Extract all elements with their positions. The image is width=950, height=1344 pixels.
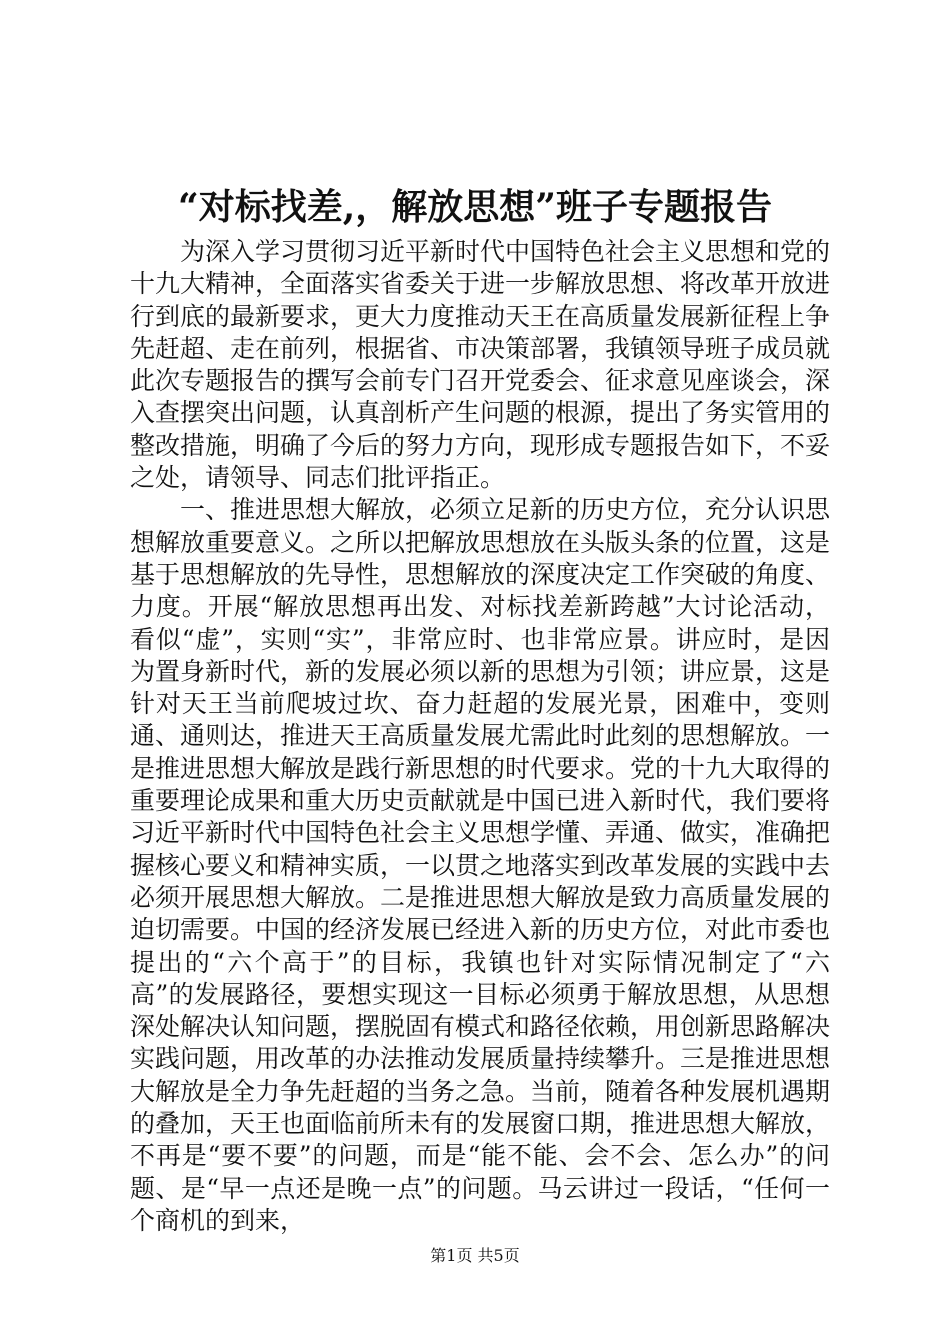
document-body (130, 236, 830, 1237)
page-footer: 第1页 共5页 (430, 1246, 520, 1265)
paragraph-section-one: 一、推进思想大解放，必须立足新的历史方位，充分认识思想解放重要意义。之所以把解放思想放在头版头条的位置，这是基于思想解放的先导性，思想解放的深度决定工作突破的角度、力度。开展“解放思想再出发、对标找差新跨越”大讨论活动，看似“虚”，实则“实”，非常应时、也非常应景。讲应时，是因为置身新时代，新的发展必须以新的思想为引领；讲应景，这是针对天王当前爬坡过坎、奋力赶超的发展光景，困难中，变则通、通则达，推进天王高质量发展尤需此时此刻的思想解放。一是推进思想大解放是践行新思想的时代要求。党的十九大取得的重要理论成果和重大历史贡献就是中国已进入新时代，我们要将习近平新时代中国特色社会主义思想学懂、弄通、做实，准确把握核心要义和精神实质，一以贯之地落实到改革发展的实践中去必须开展思想大解放。二是推进思想大解放是致力高质量发展的迫切需要。中国的经济发展已经进入新的历史方位，对此市委也提出的“六个高于”的目标，我镇也针对实际情况制定了“六高”的发展路径，要想实现这一目标必须勇于解放思想，从思想深处解决认知问题，摆脱固有模式和路径依赖，用创新思路解决实践问题，用改革的办法推动发展质量持续攀升。三是推进思想大解放是全力争先赶超的当务之急。当前，随着各种发展机遇期的叠加，天王也面临前所未有的发展窗口期，推进思想大解放，不再是“要不要”的问题，而是“能不能、会不会、怎么办”的问题、是“早一点还是晚一点”的问题。马云讲过一段话，“任何一个商机的到来， (130, 495, 831, 1235)
document-title: “对标找差,，解放思想”班子专题报告 (178, 186, 772, 228)
paragraph-intro: 为深入学习贯彻习近平新时代中国特色社会主义思想和党的十九大精神，全面落实省委关于进一步解放思想、将改革开放进行到底的最新要求，更大力度推动天王在高质量发展新征程上争先赶超、走在前列，根据省、市决策部署，我镇领导班子成员就此次专题报告的撰写会前专门召开党委会、征求意见座谈会，深入查摆突出问题，认真剖析产生问题的根源，提出了务实管用的整改措施，明确了今后的努力方向，现形成专题报告如下，不妥之处，请领导、同志们批评指正。 (130, 237, 831, 493)
